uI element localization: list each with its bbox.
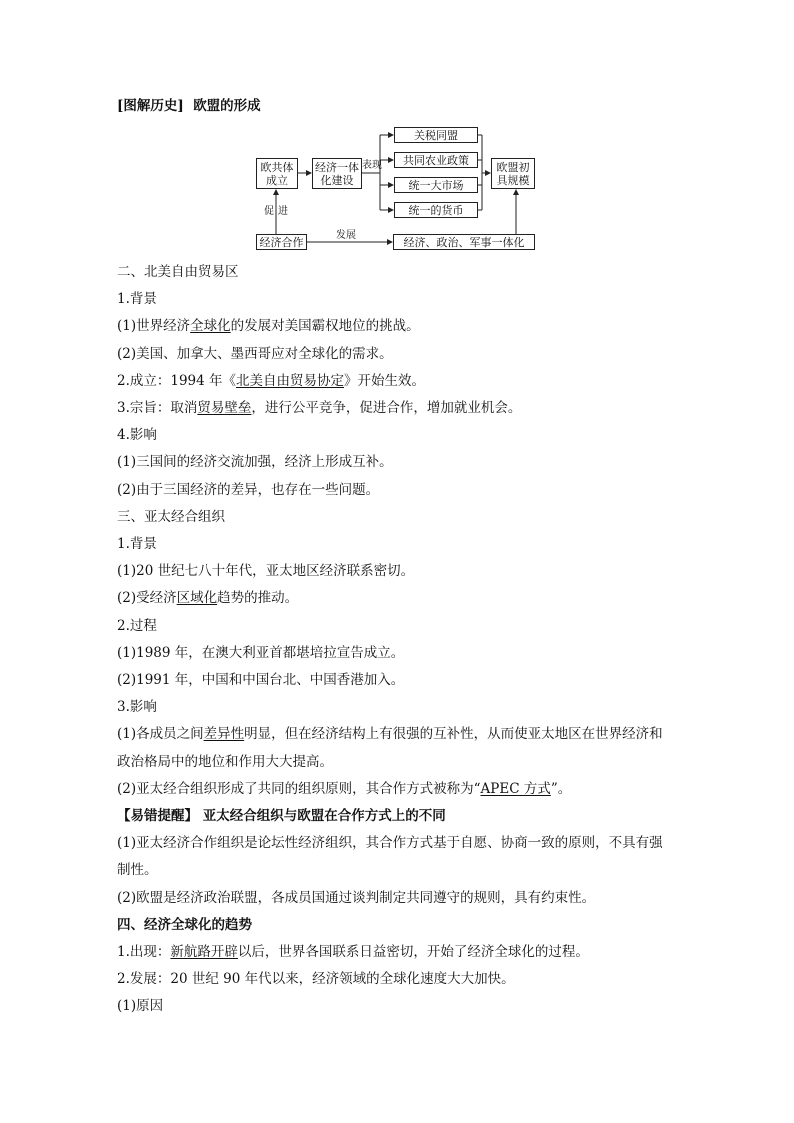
text-line (117, 780, 571, 798)
text-segment: (2)1991 年，中国和中国台北、中国香港加入。 (117, 672, 405, 688)
box-eu-scale-line1: 欧盟初 (496, 160, 530, 174)
box-econ-integration-line1: 经济一体 (315, 160, 359, 174)
heading-title: 欧盟的形成 (193, 98, 261, 114)
text-line (117, 535, 157, 553)
box-econ-integration-line2: 化建设 (320, 173, 354, 187)
text-line (117, 916, 252, 934)
box-customs-union: 关税同盟 (394, 127, 478, 143)
text-segment: 4.影响 (117, 427, 157, 444)
text-segment: 以后，世界各国联系日益密切，开始了经济全球化的过程。 (237, 944, 589, 960)
text-segment: (2)欧盟是经济政治联盟，各成员国通过谈判制定共同遵守的规则，具有约束性。 (117, 889, 596, 906)
text-segment: 3.影响 (117, 699, 157, 716)
text-segment: (1)各成员之间 (117, 726, 204, 743)
text-line (117, 644, 404, 662)
text-segment: 制性。 (117, 862, 158, 879)
text-line (117, 698, 157, 716)
section-heading (117, 97, 261, 115)
label-promote: 促进 (264, 206, 292, 217)
eu-formation-diagram (250, 126, 540, 256)
text-line (117, 426, 157, 444)
box-econ-integration (312, 158, 362, 189)
text-segment: 1.出现： (117, 944, 171, 960)
box-unified-currency: 统一的货币 (394, 202, 478, 218)
text-segment: ，进行公平竞争，促进合作，增加就业机会。 (251, 400, 522, 416)
text-line (117, 943, 589, 961)
text-line (117, 861, 158, 879)
text-segment: 2.成立：1994 年《 (117, 372, 237, 389)
text-segment: (2)受经济 (117, 590, 177, 607)
text-line (117, 372, 425, 390)
text-line (117, 671, 404, 689)
text-segment: (2)由于三国经济的差异，也存在一些问题。 (117, 481, 380, 498)
text-segment: 趋势的推动。 (217, 590, 299, 607)
text-segment: (1)三国间的经济交流加强，经济上形成互补。 (117, 454, 393, 471)
text-segment: 》开始生效。 (344, 372, 426, 389)
text-line (117, 263, 239, 281)
text-segment: 【易错提醒】 亚太经合组织与欧盟在合作方式上的不同 (117, 808, 446, 824)
box-unified-market: 统一大市场 (394, 177, 478, 193)
text-line (117, 725, 663, 743)
text-segment: 二、北美自由贸易区 (117, 264, 239, 280)
underlined-term: 北美自由贸易协定 (236, 372, 345, 389)
text-segment: ”。 (550, 780, 572, 797)
text-line (117, 453, 393, 471)
underlined-term: 贸易壁垒 (197, 400, 252, 416)
text-segment: (1)世界经济 (117, 318, 191, 335)
text-segment: 3.宗旨：取消 (117, 400, 198, 416)
text-segment: 2.发展：20 世纪 90 年代以来，经济领域的全球化速度大大加快。 (117, 971, 515, 988)
text-line (117, 807, 446, 825)
text-segment: (1)20 世纪七八十年代，亚太地区经济联系密切。 (117, 563, 415, 580)
text-segment: (2)亚太经合组织形成了共同的组织原则，其合作方式被称为“ (117, 780, 481, 797)
box-integration-all: 经济、政治、军事一体化 (393, 234, 535, 250)
box-ec-line1: 欧共体 (260, 160, 294, 174)
heading-tag: [图解历史] (117, 98, 184, 114)
text-segment: 明显，但在经济结构上有很强的互补性，从而使亚太地区在世界经济和 (244, 726, 663, 743)
text-segment: 四、经济全球化的趋势 (117, 916, 252, 933)
text-line (117, 834, 663, 852)
box-agri-policy: 共同农业政策 (394, 152, 478, 168)
text-line (117, 970, 515, 988)
text-line (117, 589, 298, 607)
box-econ-coop: 经济合作 (256, 234, 307, 250)
underlined-term: APEC 方式 (480, 780, 551, 797)
box-ec-established (256, 158, 298, 189)
box-eu-scale (491, 158, 535, 189)
text-segment: 1.背景 (117, 536, 157, 552)
text-line (117, 753, 333, 771)
underlined-term: 全球化 (190, 318, 231, 335)
text-segment: 2.过程 (117, 617, 157, 634)
underlined-term: 新航路开辟 (170, 944, 238, 960)
text-line (117, 997, 163, 1015)
text-segment: 1.背景 (117, 291, 157, 308)
text-line (117, 481, 379, 499)
text-segment: (2)美国、加拿大、墨西哥应对全球化的需求。 (117, 345, 393, 362)
underlined-term: 差异性 (203, 726, 245, 743)
text-segment: 政治格局中的地位和作用大大提高。 (117, 753, 333, 770)
text-segment: (1)亚太经济合作组织是论坛性经济组织，其合作方式基于自愿、协商一致的原则，不具有强 (117, 835, 663, 852)
text-line (117, 562, 414, 580)
text-line (117, 317, 420, 335)
text-segment: 的发展对美国霸权地位的挑战。 (230, 318, 420, 335)
text-segment: 三、亚太经合组织 (117, 508, 225, 525)
text-line (117, 508, 225, 526)
text-line (117, 889, 595, 907)
text-line (117, 290, 157, 308)
text-line (117, 399, 521, 417)
box-eu-scale-line2: 具规模 (496, 173, 530, 187)
label-manifest: 表现 (362, 160, 382, 171)
text-line (117, 345, 393, 363)
text-line (117, 617, 157, 635)
underlined-term: 区域化 (176, 590, 218, 607)
box-ec-line2: 成立 (266, 173, 288, 187)
text-segment: (1)原因 (117, 998, 164, 1015)
label-develop: 发展 (336, 230, 356, 241)
text-segment: (1)1989 年，在澳大利亚首都堪培拉宣告成立。 (117, 644, 405, 661)
